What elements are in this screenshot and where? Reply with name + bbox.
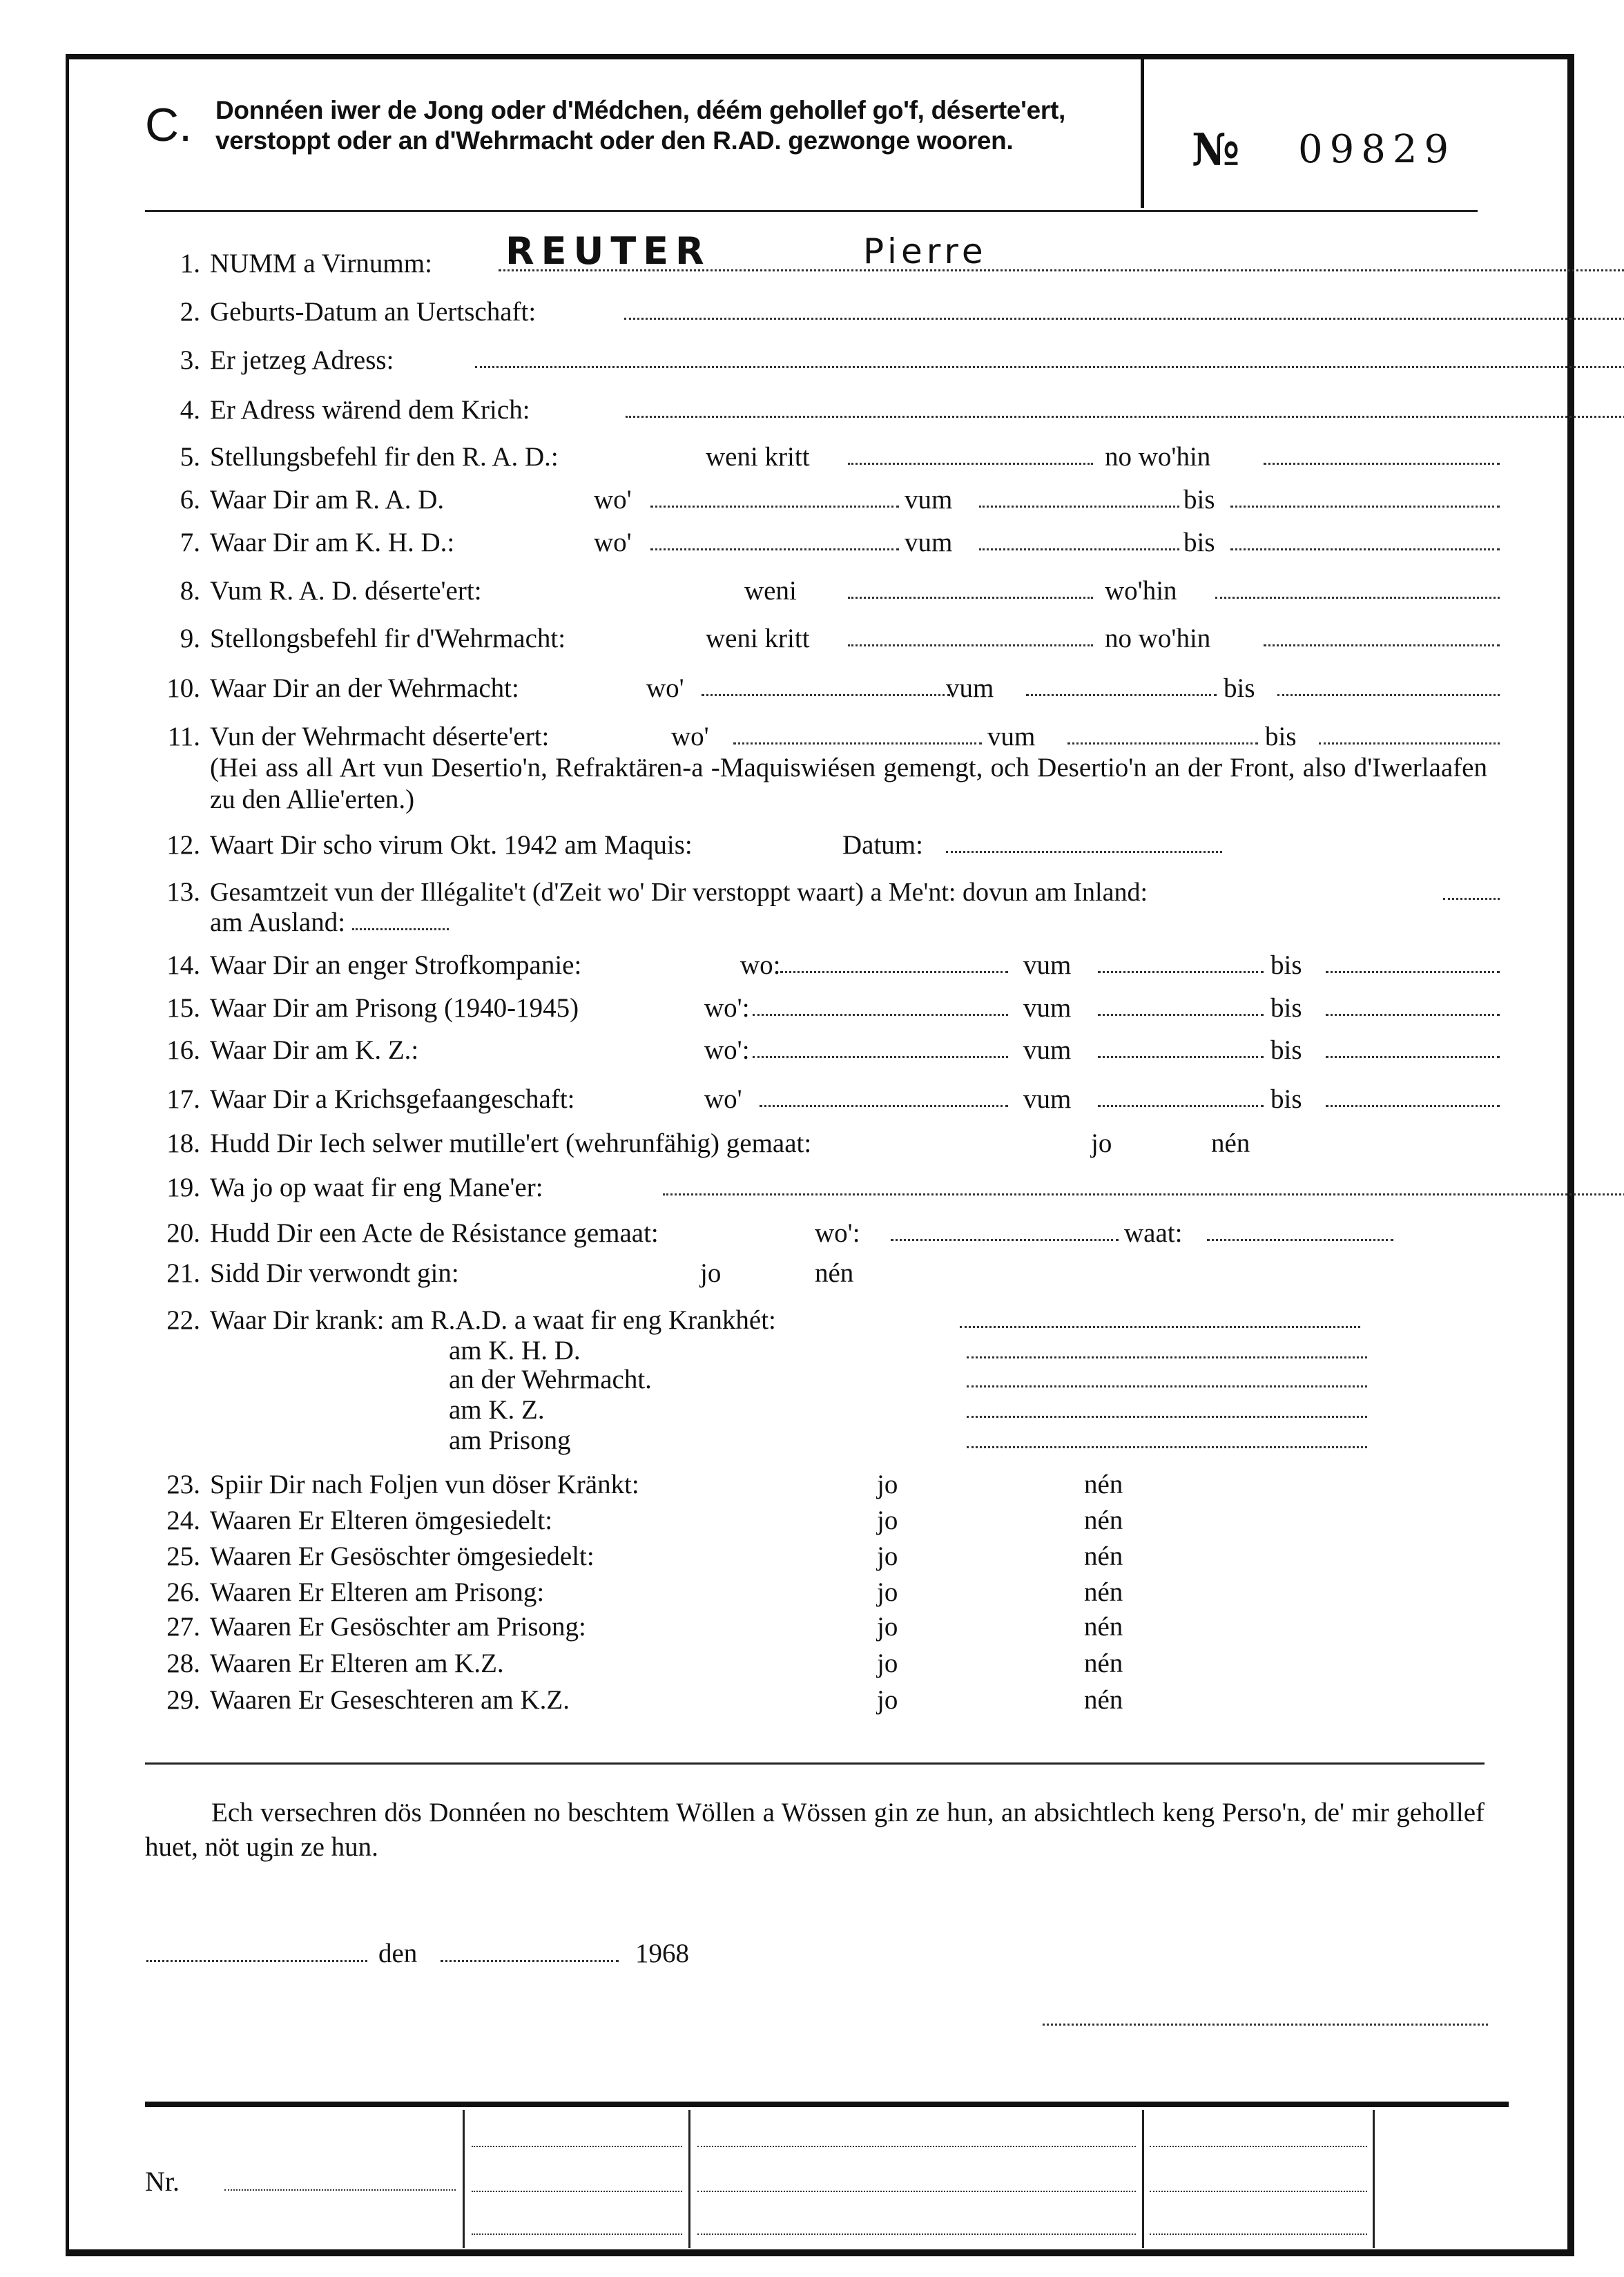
rad-desertion-destination-field[interactable]: [1215, 576, 1500, 599]
wehrmacht-from-field[interactable]: [1026, 673, 1217, 696]
row-number: 21.: [166, 1258, 200, 1288]
illness-rad-field[interactable]: [960, 1305, 1360, 1328]
mutilation-manner-field[interactable]: [663, 1173, 1624, 1195]
row-number: 8.: [180, 576, 200, 606]
option-yes[interactable]: jo: [877, 1506, 898, 1535]
inland-months-field[interactable]: [1443, 877, 1500, 900]
row-number: 28.: [166, 1649, 200, 1678]
row-label: Geburts-Datum an Uertschaft:: [210, 297, 536, 327]
row-number: 10.: [166, 673, 200, 703]
resistance-what-field[interactable]: [1207, 1218, 1393, 1241]
section-divider: [145, 1762, 1485, 1765]
row-number: 14.: [166, 950, 200, 980]
field-label: bis: [1270, 1035, 1302, 1065]
field-label: wo': [646, 673, 684, 703]
rad-until-field[interactable]: [1230, 485, 1500, 508]
illness-wehrmacht-field[interactable]: [967, 1365, 1367, 1387]
field-label: wo': [671, 722, 709, 751]
illness-camp-field[interactable]: [967, 1395, 1367, 1418]
field-label: weni: [744, 576, 797, 606]
row-number: 3.: [180, 345, 200, 375]
field-label: vum: [1023, 950, 1072, 980]
row-number: 13.: [166, 877, 200, 907]
footer-cell[interactable]: [472, 2225, 682, 2235]
row-number: 23.: [166, 1470, 200, 1499]
camp-until-field[interactable]: [1326, 1035, 1500, 1058]
row-label: Waaren Er Elteren am K.Z.: [210, 1649, 504, 1678]
row-label: Vum R. A. D. déserte'ert:: [210, 576, 482, 606]
option-no[interactable]: nén: [1084, 1685, 1123, 1715]
illness-sub-label: an der Wehrmacht.: [449, 1365, 652, 1394]
field-label: wo': [594, 528, 632, 557]
footer-cell[interactable]: [1150, 2137, 1367, 2147]
resistance-where-field[interactable]: [891, 1218, 1119, 1241]
frame-bottom-border: [66, 2249, 1574, 2256]
option-no[interactable]: nén: [1084, 1506, 1123, 1535]
row-label: Hudd Dir Iech selwer mutille'ert (wehrunfähig) gemaat:: [210, 1128, 812, 1158]
footer-cell[interactable]: [472, 2137, 682, 2147]
form-number: 09829: [1298, 127, 1456, 172]
footer-cell[interactable]: [697, 2137, 1136, 2147]
birth-date-place-field[interactable]: [624, 297, 1624, 320]
field-label: waat:: [1124, 1218, 1183, 1248]
khd-where-field[interactable]: [650, 528, 899, 550]
option-no[interactable]: nén: [1084, 1649, 1123, 1678]
rad-order-date-field[interactable]: [848, 442, 1093, 465]
wehrmacht-order-destination-field[interactable]: [1264, 624, 1500, 646]
row-number: 26.: [166, 1577, 200, 1607]
row-label: Waar Dir krank: am R.A.D. a waat fir eng Krankhét:: [210, 1305, 776, 1335]
footer-column-divider: [463, 2110, 465, 2248]
footer-top-rule: [145, 2102, 1509, 2107]
pow-until-field[interactable]: [1326, 1084, 1500, 1107]
row-label: Waaren Er Geseschteren am K.Z.: [210, 1685, 570, 1715]
field-label: bis: [1270, 950, 1302, 980]
illness-sub-label: am Prisong: [449, 1425, 571, 1455]
row-label: Waart Dir scho virum Okt. 1942 am Maquis:: [210, 830, 693, 860]
field-label: vum: [1023, 993, 1072, 1023]
row-label: Stellungsbefehl fir den R. A. D.:: [210, 442, 559, 472]
desertion-note: (Hei ass all Art vun Desertio'n, Refraktären-a -Maquiswiésen gemengt, och Desertio'n an der Front, also d'Iwerlaafen zu den Allie'erten.): [210, 753, 1487, 814]
prison-until-field[interactable]: [1326, 993, 1500, 1016]
field-label: vum: [987, 722, 1036, 751]
option-yes[interactable]: jo: [877, 1577, 898, 1607]
option-no[interactable]: nén: [815, 1258, 854, 1288]
row-number: 29.: [166, 1685, 200, 1715]
khd-from-field[interactable]: [979, 528, 1179, 550]
rad-order-destination-field[interactable]: [1264, 442, 1500, 465]
date-field[interactable]: [441, 1939, 619, 1962]
footer-column-divider: [688, 2110, 690, 2248]
row-number: 15.: [166, 993, 200, 1023]
row-label: Waar Dir am R. A. D.: [210, 485, 445, 515]
field-label: no wo'hin: [1105, 624, 1211, 653]
row-label: Waar Dir am Prisong (1940-1945): [210, 993, 579, 1023]
field-label: wo'hin: [1105, 576, 1177, 606]
row-number: 12.: [166, 830, 200, 860]
option-no[interactable]: nén: [1084, 1541, 1123, 1571]
frame-left-border: [66, 55, 69, 2255]
row-number: 11.: [167, 722, 200, 751]
rad-desertion-date-field[interactable]: [848, 576, 1093, 599]
field-label: wo:: [740, 950, 781, 980]
row-number: 1.: [180, 249, 200, 278]
row-number: 7.: [180, 528, 200, 557]
pow-from-field[interactable]: [1098, 1084, 1264, 1107]
row-number: 27.: [166, 1612, 200, 1642]
row-label: Er jetzeg Adress:: [210, 345, 394, 375]
row-label: NUMM a Virnumm:: [210, 249, 432, 278]
row-label: Gesamtzeit vun der Illégalite't (d'Zeit wo' Dir verstoppt waart) a Me'nt: dovun am Inland:: [210, 878, 1148, 907]
row-label: Vun der Wehrmacht déserte'ert:: [210, 722, 550, 751]
field-label: Datum:: [842, 830, 923, 860]
row-number: 20.: [166, 1218, 200, 1248]
row-label: Hudd Dir een Acte de Résistance gemaat:: [210, 1218, 659, 1248]
penal-company-where-field[interactable]: [780, 950, 1008, 973]
row-number: 24.: [166, 1506, 200, 1535]
wehrmacht-until-field[interactable]: [1277, 673, 1500, 696]
camp-from-field[interactable]: [1098, 1035, 1264, 1058]
field-label: vum: [905, 485, 953, 515]
field-label: wo':: [815, 1218, 860, 1248]
row-number: 9.: [180, 624, 200, 653]
section-letter: C.: [145, 99, 192, 151]
footer-cell[interactable]: [697, 2225, 1136, 2235]
signature-field[interactable]: [1043, 2003, 1488, 2026]
illness-prison-field[interactable]: [967, 1425, 1367, 1448]
row-number: 16.: [166, 1035, 200, 1065]
header-divider: [1141, 59, 1144, 208]
footer-cell[interactable]: [1150, 2182, 1367, 2192]
field-label: no wo'hin: [1105, 442, 1211, 472]
date-year: 1968: [635, 1939, 689, 1968]
row-label: Waaren Er Gesöschter am Prisong:: [210, 1612, 586, 1642]
row-number: 4.: [180, 395, 200, 425]
number-sign-icon: №: [1192, 124, 1240, 176]
illness-khd-field[interactable]: [967, 1336, 1367, 1358]
camp-where-field[interactable]: [753, 1035, 1008, 1058]
row-number: 2.: [180, 297, 200, 327]
row-label: Waaren Er Elteren ömgesiedelt:: [210, 1506, 553, 1535]
row-label: Wa jo op waat fir eng Mane'er:: [210, 1173, 543, 1202]
row-label: Waar Dir an der Wehrmacht:: [210, 673, 519, 703]
declaration-text: Ech versechren dös Donnéen no beschtem Wöllen a Wössen gin ze hun, an absichtlech keng Perso'n, de' mir gehollef huet, nöt ugin ze hun.: [145, 1798, 1485, 1862]
maquis-date-field[interactable]: [946, 830, 1222, 853]
field-label: vum: [946, 673, 994, 703]
desertion-until-field[interactable]: [1319, 722, 1500, 744]
place-field[interactable]: [146, 1939, 367, 1962]
option-yes[interactable]: jo: [877, 1541, 898, 1571]
option-no[interactable]: nén: [1084, 1612, 1123, 1642]
row-label: Er Adress wärend dem Krich:: [210, 395, 530, 425]
pow-where-field[interactable]: [760, 1084, 1008, 1107]
footer-column-divider: [1373, 2110, 1375, 2248]
frame-right-border: [1567, 55, 1574, 2255]
footer-column-divider: [1142, 2110, 1144, 2248]
field-label: wo':: [704, 993, 750, 1023]
row-number: 18.: [166, 1128, 200, 1158]
field-label: bis: [1265, 722, 1297, 751]
footer-nr-field[interactable]: [224, 2181, 456, 2191]
field-label: bis: [1270, 1084, 1302, 1114]
row-number: 5.: [180, 442, 200, 472]
prison-where-field[interactable]: [753, 993, 1008, 1016]
prison-from-field[interactable]: [1098, 993, 1264, 1016]
footer-cell[interactable]: [1150, 2225, 1367, 2235]
row-label: Waar Dir an enger Strofkompanie:: [210, 950, 582, 980]
field-label: weni kritt: [706, 624, 810, 653]
option-yes[interactable]: jo: [877, 1685, 898, 1715]
row-label: Spiir Dir nach Foljen vun döser Kränkt:: [210, 1470, 639, 1499]
option-no[interactable]: nén: [1084, 1470, 1123, 1499]
desertion-where-field[interactable]: [733, 722, 982, 744]
row-label: Waar Dir am K. H. D.:: [210, 528, 455, 557]
row-number: 25.: [166, 1541, 200, 1571]
field-label: vum: [905, 528, 953, 557]
option-yes[interactable]: jo: [700, 1258, 722, 1288]
surname-value: REUTER: [505, 229, 711, 273]
row-label: Stellongsbefehl fir d'Wehrmacht:: [210, 624, 566, 653]
row-number: 6.: [180, 485, 200, 515]
rad-where-field[interactable]: [650, 485, 899, 508]
field-label: vum: [1023, 1035, 1072, 1065]
option-yes[interactable]: jo: [877, 1649, 898, 1678]
khd-until-field[interactable]: [1230, 528, 1500, 550]
footer-cell[interactable]: [472, 2182, 682, 2192]
header-bottom-rule: [145, 210, 1478, 212]
field-label: bis: [1224, 673, 1255, 703]
wehrmacht-where-field[interactable]: [702, 673, 950, 696]
option-no[interactable]: nén: [1211, 1128, 1250, 1158]
option-yes[interactable]: jo: [1091, 1128, 1112, 1158]
firstname-value: Pierre: [863, 231, 987, 271]
illness-sub-label: am K. Z.: [449, 1395, 545, 1425]
penal-company-from-field[interactable]: [1098, 950, 1264, 973]
wehrmacht-order-date-field[interactable]: [848, 624, 1093, 646]
field-label: wo': [704, 1084, 742, 1114]
field-label: bis: [1183, 528, 1215, 557]
option-yes[interactable]: jo: [877, 1612, 898, 1642]
footer-nr-label: Nr.: [145, 2166, 180, 2197]
desertion-from-field[interactable]: [1067, 722, 1258, 744]
field-label: vum: [1023, 1084, 1072, 1114]
field-label: bis: [1270, 993, 1302, 1023]
option-yes[interactable]: jo: [877, 1470, 898, 1499]
abroad-months-field[interactable]: [352, 907, 449, 930]
current-address-field[interactable]: [475, 345, 1624, 368]
illness-sub-label: am K. H. D.: [449, 1336, 581, 1365]
field-label: bis: [1183, 485, 1215, 515]
rad-from-field[interactable]: [979, 485, 1179, 508]
wartime-address-field[interactable]: [626, 395, 1624, 418]
row-label: Sidd Dir verwondt gin:: [210, 1258, 459, 1288]
row-label: Waaren Er Gesöschter ömgesiedelt:: [210, 1541, 594, 1571]
field-label: wo': [594, 485, 632, 515]
row-number: 19.: [166, 1173, 200, 1202]
field-label: weni kritt: [706, 442, 810, 472]
row-label: Waar Dir a Krichsgefaangeschaft:: [210, 1084, 575, 1114]
option-no[interactable]: nén: [1084, 1577, 1123, 1607]
field-label: am Ausland:: [210, 907, 346, 937]
footer-cell[interactable]: [697, 2182, 1136, 2192]
date-den-label: den: [378, 1939, 418, 1968]
form-title: Donnéen iwer de Jong oder d'Médchen, déém gehollef go'f, déserte'ert, verstoppt oder an d'Wehrmacht oder den R.AD. gezwonge wooren.: [215, 96, 1066, 155]
row-number: 17.: [166, 1084, 200, 1114]
row-label: Waaren Er Elteren am Prisong:: [210, 1577, 545, 1607]
field-label: wo':: [704, 1035, 750, 1065]
frame-top-border: [66, 54, 1574, 59]
row-label: Waar Dir am K. Z.:: [210, 1035, 419, 1065]
row-number: 22.: [166, 1305, 200, 1335]
penal-company-until-field[interactable]: [1326, 950, 1500, 973]
